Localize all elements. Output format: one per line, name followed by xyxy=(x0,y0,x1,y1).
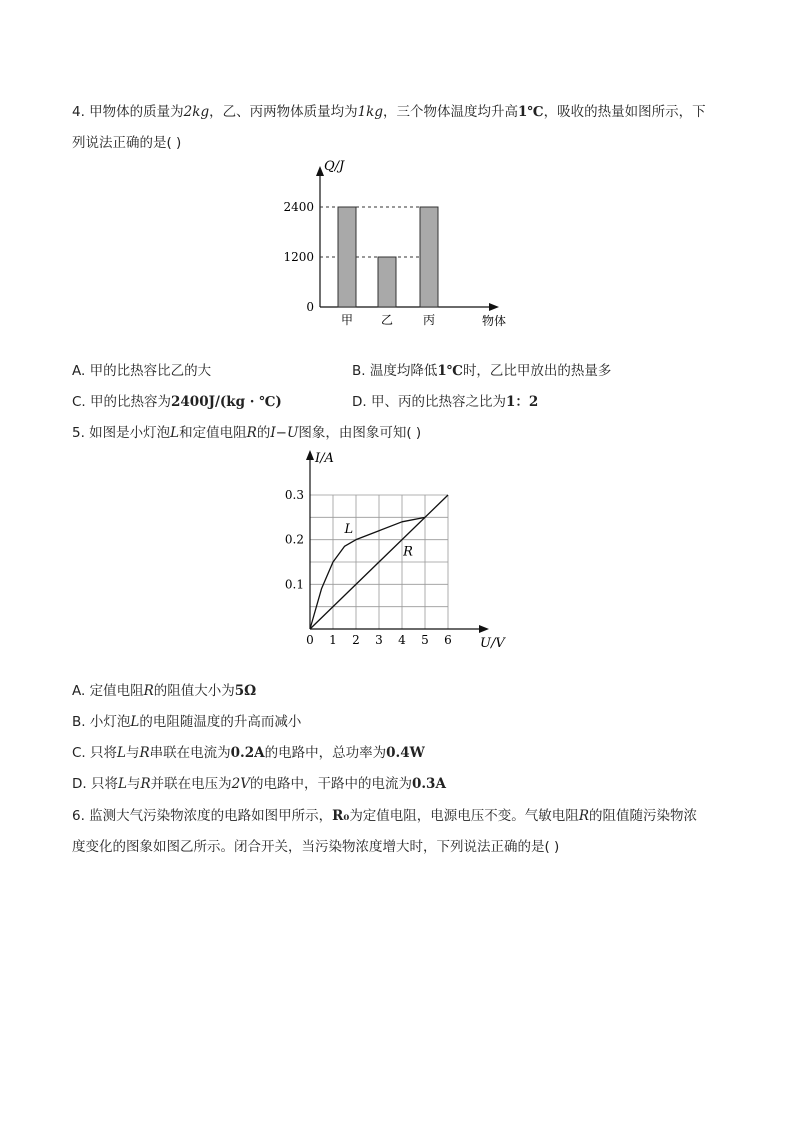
q5-option-text: 与 xyxy=(126,776,141,792)
series-R-label: R xyxy=(403,544,413,560)
series-L-label: L xyxy=(344,521,354,537)
q5-option-math: 0.3A xyxy=(411,776,446,792)
q5-option-c xyxy=(72,744,425,762)
q5-option-math: R xyxy=(139,745,150,761)
q5-option-d xyxy=(72,775,446,793)
y-tick-label: 0.2 xyxy=(284,532,304,547)
bar-3 xyxy=(420,207,438,307)
q5-option-text: C. 只将 xyxy=(72,745,118,761)
q5-text: 和定值电阻 xyxy=(179,425,247,441)
x-tick-label: 乙 xyxy=(380,313,394,327)
mass-2: 1kg xyxy=(357,104,384,120)
x-tick-label: 6 xyxy=(444,633,452,647)
x-tick-label: 5 xyxy=(421,633,429,647)
y-axis-arrow xyxy=(316,166,324,176)
q5-text: 5. 如图是小灯泡 xyxy=(72,425,171,441)
x-axis-label: U/V xyxy=(480,636,505,651)
y-tick-label: 0.1 xyxy=(284,577,304,592)
x-axis-arrow xyxy=(479,625,489,633)
bar-2 xyxy=(378,257,396,307)
q5-option-text: D. 只将 xyxy=(72,776,118,792)
q4-option-b-text: B. 温度均降低 xyxy=(352,363,438,379)
q4-option-d xyxy=(352,393,538,411)
x-tick-label: 丙 xyxy=(422,313,436,327)
q5-option-math: L xyxy=(130,714,140,730)
symbol-R: R xyxy=(246,425,257,441)
q5-option-text: A. 定值电阻 xyxy=(72,683,144,699)
symbol-L: L xyxy=(170,425,180,441)
symbol-IU: I−U xyxy=(270,425,299,441)
q5-option-text: 串联在电流为 xyxy=(149,745,231,761)
q6-stem-line1 xyxy=(72,807,697,825)
q4-stem-line2: 列说法正确的是( ) xyxy=(72,135,182,151)
q4-text: ，吸收的热量如图所示，下 xyxy=(543,104,706,120)
q5-option-text: 并联在电压为 xyxy=(150,776,232,792)
y-axis-label: Q/J xyxy=(324,159,345,174)
heat-bar-chart xyxy=(270,150,530,330)
q5-option-text: 与 xyxy=(125,745,140,761)
q4-text: ，乙、丙两物体质量均为 xyxy=(209,104,358,120)
q5-option-b xyxy=(72,713,301,731)
q5-option-math: 0.4W xyxy=(386,745,425,761)
x-tick-label: 1 xyxy=(329,633,337,647)
symbol-R: R xyxy=(578,808,589,824)
q5-option-math: 2V xyxy=(231,776,250,792)
q5-stem xyxy=(72,424,421,442)
q5-option-math: R xyxy=(143,683,154,699)
q5-option-math: 0.2A xyxy=(230,745,265,761)
y-tick-label: 0.3 xyxy=(284,488,304,502)
x-tick-label: 3 xyxy=(375,633,383,647)
q5-text: 的 xyxy=(256,425,271,441)
x-tick-label: 2 xyxy=(352,633,360,647)
q5-option-text: 的电路中，总功率为 xyxy=(264,745,387,761)
q5-option-text: 的阻值大小为 xyxy=(153,683,235,699)
y-tick-label: 1200 xyxy=(283,250,314,264)
q6-text: 6. 监测大气污染物浓度的电路如图甲所示， xyxy=(72,808,333,824)
q5-option-math: L xyxy=(117,776,127,792)
q4-option-c-math: 2400J/(kg · ℃) xyxy=(171,394,282,410)
mass-1: 2kg xyxy=(183,104,210,120)
q4-option-a: A. 甲的比热容比乙的大 xyxy=(72,363,212,379)
q4-text: ，三个物体温度均升高 xyxy=(383,104,519,120)
q5-text: 图象，由图象可知( ) xyxy=(298,425,422,441)
iu-line-chart xyxy=(280,445,520,655)
q4-stem-line1 xyxy=(72,103,706,121)
symbol-R0: R₀ xyxy=(332,808,350,824)
q4-option-d-text: D. 甲、丙的比热容之比为 xyxy=(352,394,506,410)
q5-option-text: 的电阻随温度的升高而减小 xyxy=(139,714,302,730)
q4-option-b-math: 1℃ xyxy=(437,363,463,379)
q4-text: 4. 甲物体的质量为 xyxy=(72,104,184,120)
q4-option-b-text: 时，乙比甲放出的热量多 xyxy=(462,363,612,379)
q6-stem-line2: 度变化的图象如图乙所示。闭合开关，当污染物浓度增大时，下列说法正确的是( ) xyxy=(72,839,560,855)
y-tick-label: 0 xyxy=(306,300,314,314)
q4-option-c-text: C. 甲的比热容为 xyxy=(72,394,172,410)
bar-1 xyxy=(338,207,356,307)
x-axis-label: 物体 xyxy=(482,314,507,328)
y-axis-label: I/A xyxy=(315,451,334,466)
x-tick-label: 甲 xyxy=(340,313,354,327)
q5-option-text: B. 小灯泡 xyxy=(72,714,131,730)
q5-option-a xyxy=(72,682,256,700)
q5-option-math: 5Ω xyxy=(234,683,257,699)
q4-option-c xyxy=(72,393,282,411)
q6-text: 为定值电阻，电源电压不变。气敏电阻 xyxy=(349,808,579,824)
x-axis-arrow xyxy=(489,303,499,311)
x-tick-label: 0 xyxy=(306,633,314,647)
temp-rise: 1℃ xyxy=(518,104,544,120)
q5-option-math: L xyxy=(117,745,126,761)
q5-option-text: 的电路中，干路中的电流为 xyxy=(249,776,412,792)
y-tick-label: 2400 xyxy=(283,200,314,214)
q5-option-math: R xyxy=(140,776,151,792)
y-axis-arrow xyxy=(306,450,314,460)
q6-text: 的阻值随污染物浓 xyxy=(588,808,697,824)
q4-option-d-math: 1：2 xyxy=(505,394,539,410)
x-tick-label: 4 xyxy=(398,633,406,647)
q4-option-b xyxy=(352,362,611,380)
